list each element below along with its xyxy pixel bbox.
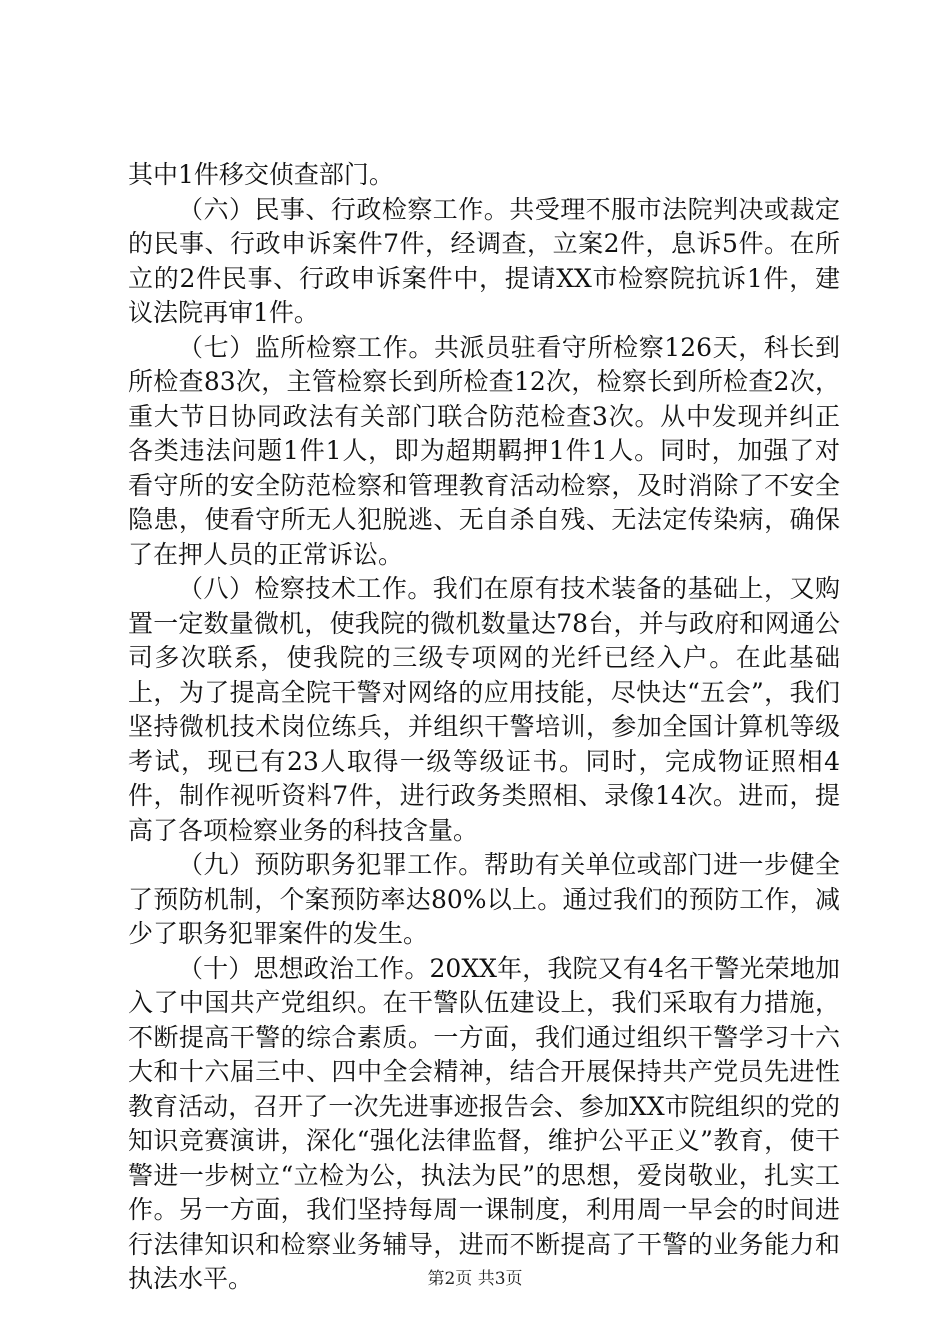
paragraph-political-work: （十）思想政治工作。20XX年，我院又有4名干警光荣地加入了中国共产党组织。在干警队伍建设上，我们采取有力措施，不断提高干警的综合素质。一方面，我们通过组织干警学习十六大和十六届三中、四中全会精神，结合开展保持共产党员先进性教育活动，召开了一次先进事迹报告会、参加XX市院组织的党的知识竞赛演讲，深化“强化法律监督，维护公平正义”教育，使干警进一步树立“立检为公，执法为民”的思想，爱岗敬业，扎实工作。另一方面，我们坚持每周一课制度，利用周一早会的时间进行法律知识和检察业务辅导，进而不断提高了干警的业务能力和执法水平。 xyxy=(128,953,840,1293)
document-body xyxy=(128,158,840,1297)
page-number-footer: 第2页 共3页 xyxy=(427,1269,523,1289)
paragraph-procuratorial-technology: （八）检察技术工作。我们在原有技术装备的基础上，又购置一定数量微机，使我院的微机数量达78台，并与政府和网通公司多次联系，使我院的三级专项网的光纤已经入户。在此基础上，为了提高全院干警对网络的应用技能，尽快达“五会”，我们坚持微机技术岗位练兵，并组织干警培训，参加全国计算机等级考试，现已有23人取得一级等级证书。同时，完成物证照相4件，制作视听资料7件，进行政务类照相、录像14次。进而，提高了各项检察业务的科技含量。 xyxy=(128,574,840,845)
paragraph-detention-supervision: （七）监所检察工作。共派员驻看守所检察126天，科长到所检查83次，主管检察长到所检查12次，检察长到所检查2次，重大节日协同政法有关部门联合防范检查3次。从中发现并纠正各类违法问题1件1人，即为超期羁押1件1人。同时，加强了对看守所的安全防范检察和管理教育活动检察，及时消除了不安全隐患，使看守所无人犯脱逃、无自杀自残、无法定传染病，确保了在押人员的正常诉讼。 xyxy=(128,332,840,569)
paragraph-crime-prevention: （九）预防职务犯罪工作。帮助有关单位或部门进一步健全了预防机制，个案预防率达80%以上。通过我们的预防工作，减少了职务犯罪案件的发生。 xyxy=(128,850,840,948)
paragraph-continuation: 其中1件移交侦查部门。 xyxy=(128,160,394,189)
paragraph-civil-administrative: （六）民事、行政检察工作。共受理不服市法院判决或裁定的民事、行政申诉案件7件，经调查，立案2件，息诉5件。在所立的2件民事、行政申诉案件中，提请XX市检察院抗诉1件，建议法院再审1件。 xyxy=(128,194,840,327)
